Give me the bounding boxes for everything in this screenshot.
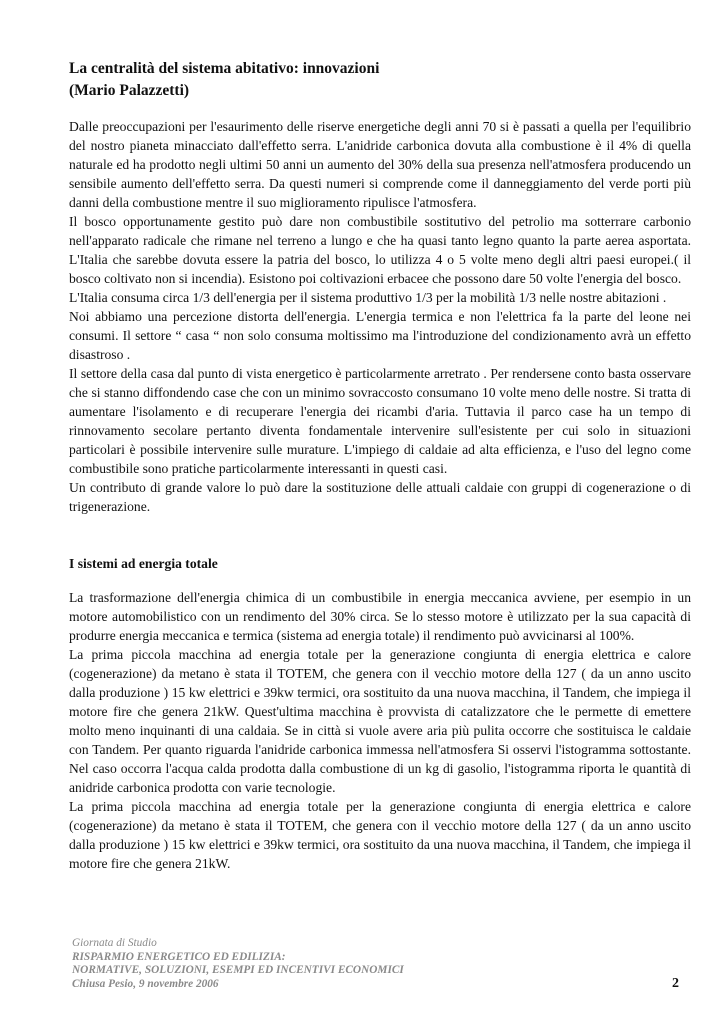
footer-event-label: Giornata di Studio xyxy=(72,937,157,949)
paragraph: La trasformazione dell'energia chimica di un combustibile in energia meccanica avviene, per esempio in un motore automobilistico con un rendimento del 30% circa. Se lo stesso motore è utilizzato per la sua capacità di produrre energia meccanica e termica (sistema ad energia totale) il rendimento può avvicinarsi al 100%. xyxy=(69,590,691,643)
section-body-intro xyxy=(69,117,691,516)
section-heading: I sistemi ad energia totale xyxy=(69,556,218,571)
section-body-total-energy xyxy=(69,588,691,873)
footer-place-date: Chiusa Pesio, 9 novembre 2006 xyxy=(72,977,219,990)
paragraph: Dalle preoccupazioni per l'esaurimento delle riserve energetiche degli anni 70 si è passati a quella per l'equilibrio del nostro pianeta minacciato dall'effetto serra. L'anidride carbonica dovuta alla combustione è il 4% di quella naturale ed ha prodotto negli ultimi 50 anni un aumento del 30% della sua presenza nell'atmosfera producendo un sensibile aumento dell'effetto serra. Da questi numeri si comprende come il danneggiamento del verde porti più danni della combustione mentre il suo miglioramento ripulisce l'atmosfera. xyxy=(69,119,691,210)
title-line: La centralità del sistema abitativo: innovazioni xyxy=(69,60,380,77)
footer-event-subtitle: NORMATIVE, SOLUZIONI, ESEMPI ED INCENTIVI ECONOMICI xyxy=(72,964,404,976)
paragraph: Il bosco opportunamente gestito può dare non combustibile sostitutivo del petrolio ma sotterrare carbonio nell'apparato radicale che rimane nel terreno a lungo e che ha quasi tanto legno quanto la parte aerea asportata. L'Italia che sarebbe dovuta essere la patria del bosco, lo utilizza 4 o 5 volte meno degli altri paesi europei.( il bosco coltivato non si incendia). Esistono poi coltivazioni erbacee che possono dare 50 volte l'energia del bosco. xyxy=(69,214,691,286)
document-title xyxy=(69,58,669,102)
paragraph: Un contributo di grande valore lo può dare la sostituzione delle attuali caldaie con gruppi di cogenerazione o di trigenerazione. xyxy=(69,480,691,514)
footer-event-title: RISPARMIO ENERGETICO ED EDILIZIA: xyxy=(72,950,286,963)
page-footer xyxy=(72,937,492,991)
paragraph: Il settore della casa dal punto di vista energetico è particolarmente arretrato . Per rendersene conto basta osservare che si stanno diffondendo case che con un minimo sovraccosto consumano 10 volte meno delle nostre. Si tratta di aumentare l'isolamento e di recuperare l'energia dei ricambi d'aria. Tuttavia il parco case ha un tempo di rinnovamento secolare pertanto diventa fondamentale intervenire sull'esistente per cui solo in situazioni particolari è possibile intervenire sulle murature. L'impiego di caldaie ad alta efficienza, e l'uso del legno come combustibile sono pratiche particolarmente interessanti in questi casi. xyxy=(69,366,691,476)
paragraph: La prima piccola macchina ad energia totale per la generazione congiunta di energia elettrica e calore (cogenerazione) da metano è stata il TOTEM, che genera con il vecchio motore della 127 ( da un anno uscito dalla produzione ) 15 kw elettrici e 39kw termici, ora sostituito da una nuova macchina, il Tandem, che impiega il motore fire che genera 21kW. xyxy=(69,799,691,871)
paragraph: Noi abbiamo una percezione distorta dell'energia. L'energia termica e non l'elettrica fa la parte del leone nei consumi. Il settore “ casa “ non solo consuma moltissimo ma l'introduzione del condizionamento avrà un effetto disastroso . xyxy=(69,309,691,362)
paragraph: La prima piccola macchina ad energia totale per la generazione congiunta di energia elettrica e calore (cogenerazione) da metano è stata il TOTEM, che genera con il vecchio motore della 127 ( da un anno uscito dalla produzione ) 15 kw elettrici e 39kw termici, ora sostituito da una nuova macchina, il Tandem, che impiega il motore fire che genera 21kW. Quest'ultima macchina è provvista di catalizzatore che le permette di emettere molto meno inquinanti di una caldaia. Se in città si vuole avere aria più pulita occorre che sostituisca le caldaie con Tandem. Per quanto riguarda l'anidride carbonica immessa nell'atmosfera Si osservi l'istogramma sottostante. Nel caso occorra l'acqua calda prodotta dalla combustione di un kg di gasolio, l'istogramma riporta le quantità di anidride carbonica prodotta con varie tecnologie. xyxy=(69,647,691,795)
paragraph: L'Italia consuma circa 1/3 dell'energia per il sistema produttivo 1/3 per la mobilità 1/3 nelle nostre abitazioni . xyxy=(69,290,667,305)
page-number: 2 xyxy=(672,976,679,991)
author-line: (Mario Palazzetti) xyxy=(69,82,190,99)
